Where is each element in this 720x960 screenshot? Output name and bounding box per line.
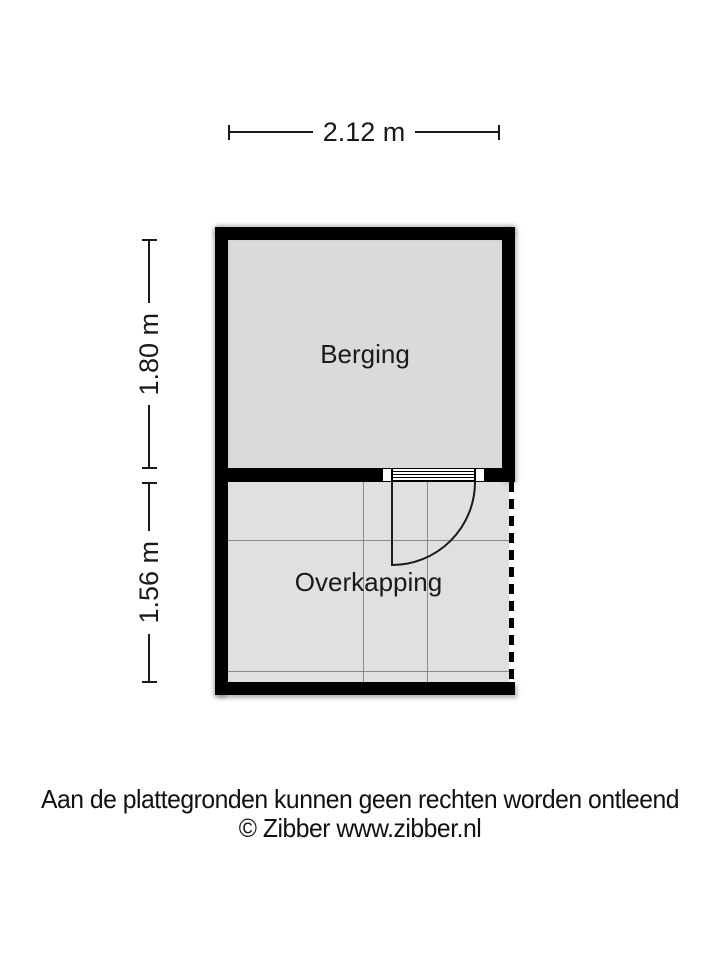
- footer-line-1: Aan de plattegronden kunnen geen rechten worden ontleend: [40, 784, 680, 814]
- dimension-left-upper: [134, 239, 164, 469]
- dimension-line: [148, 241, 150, 303]
- door-threshold: [392, 468, 475, 482]
- room-overkapping: [228, 482, 509, 682]
- dimension-tick: [498, 125, 500, 140]
- dimension-top: [228, 118, 500, 146]
- room-berging: [228, 240, 502, 468]
- wall-top: [215, 227, 515, 240]
- floor-grid-line-horizontal: [228, 540, 509, 541]
- dimension-top-label: 2.12 m: [322, 116, 406, 147]
- dimension-line: [230, 131, 313, 133]
- dimension-line: [148, 484, 150, 531]
- wall-right: [502, 227, 515, 482]
- open-edge-dashed-line: [509, 482, 514, 682]
- room-overkapping-label: Overkapping: [294, 566, 443, 597]
- footer-disclaimer: [18, 785, 702, 843]
- wall-bottom: [215, 682, 515, 695]
- floorplan: [215, 227, 515, 695]
- dimension-left-lower: [134, 482, 164, 683]
- dimension-tick: [142, 681, 157, 683]
- dimension-left-upper-label: 1.80 m: [133, 312, 164, 396]
- floor-grid-line-horizontal: [228, 671, 509, 672]
- dimension-left-lower-label: 1.56 m: [133, 541, 164, 624]
- door-post-right: [475, 468, 485, 482]
- dimension-line: [415, 131, 498, 133]
- dimension-tick: [142, 467, 157, 469]
- footer-line-2: © Zibber www.zibber.nl: [238, 813, 482, 843]
- dimension-line: [148, 405, 150, 467]
- dimension-line: [148, 634, 150, 681]
- wall-left: [215, 227, 228, 695]
- door-post-left: [382, 468, 392, 482]
- room-berging-label: Berging: [320, 338, 410, 369]
